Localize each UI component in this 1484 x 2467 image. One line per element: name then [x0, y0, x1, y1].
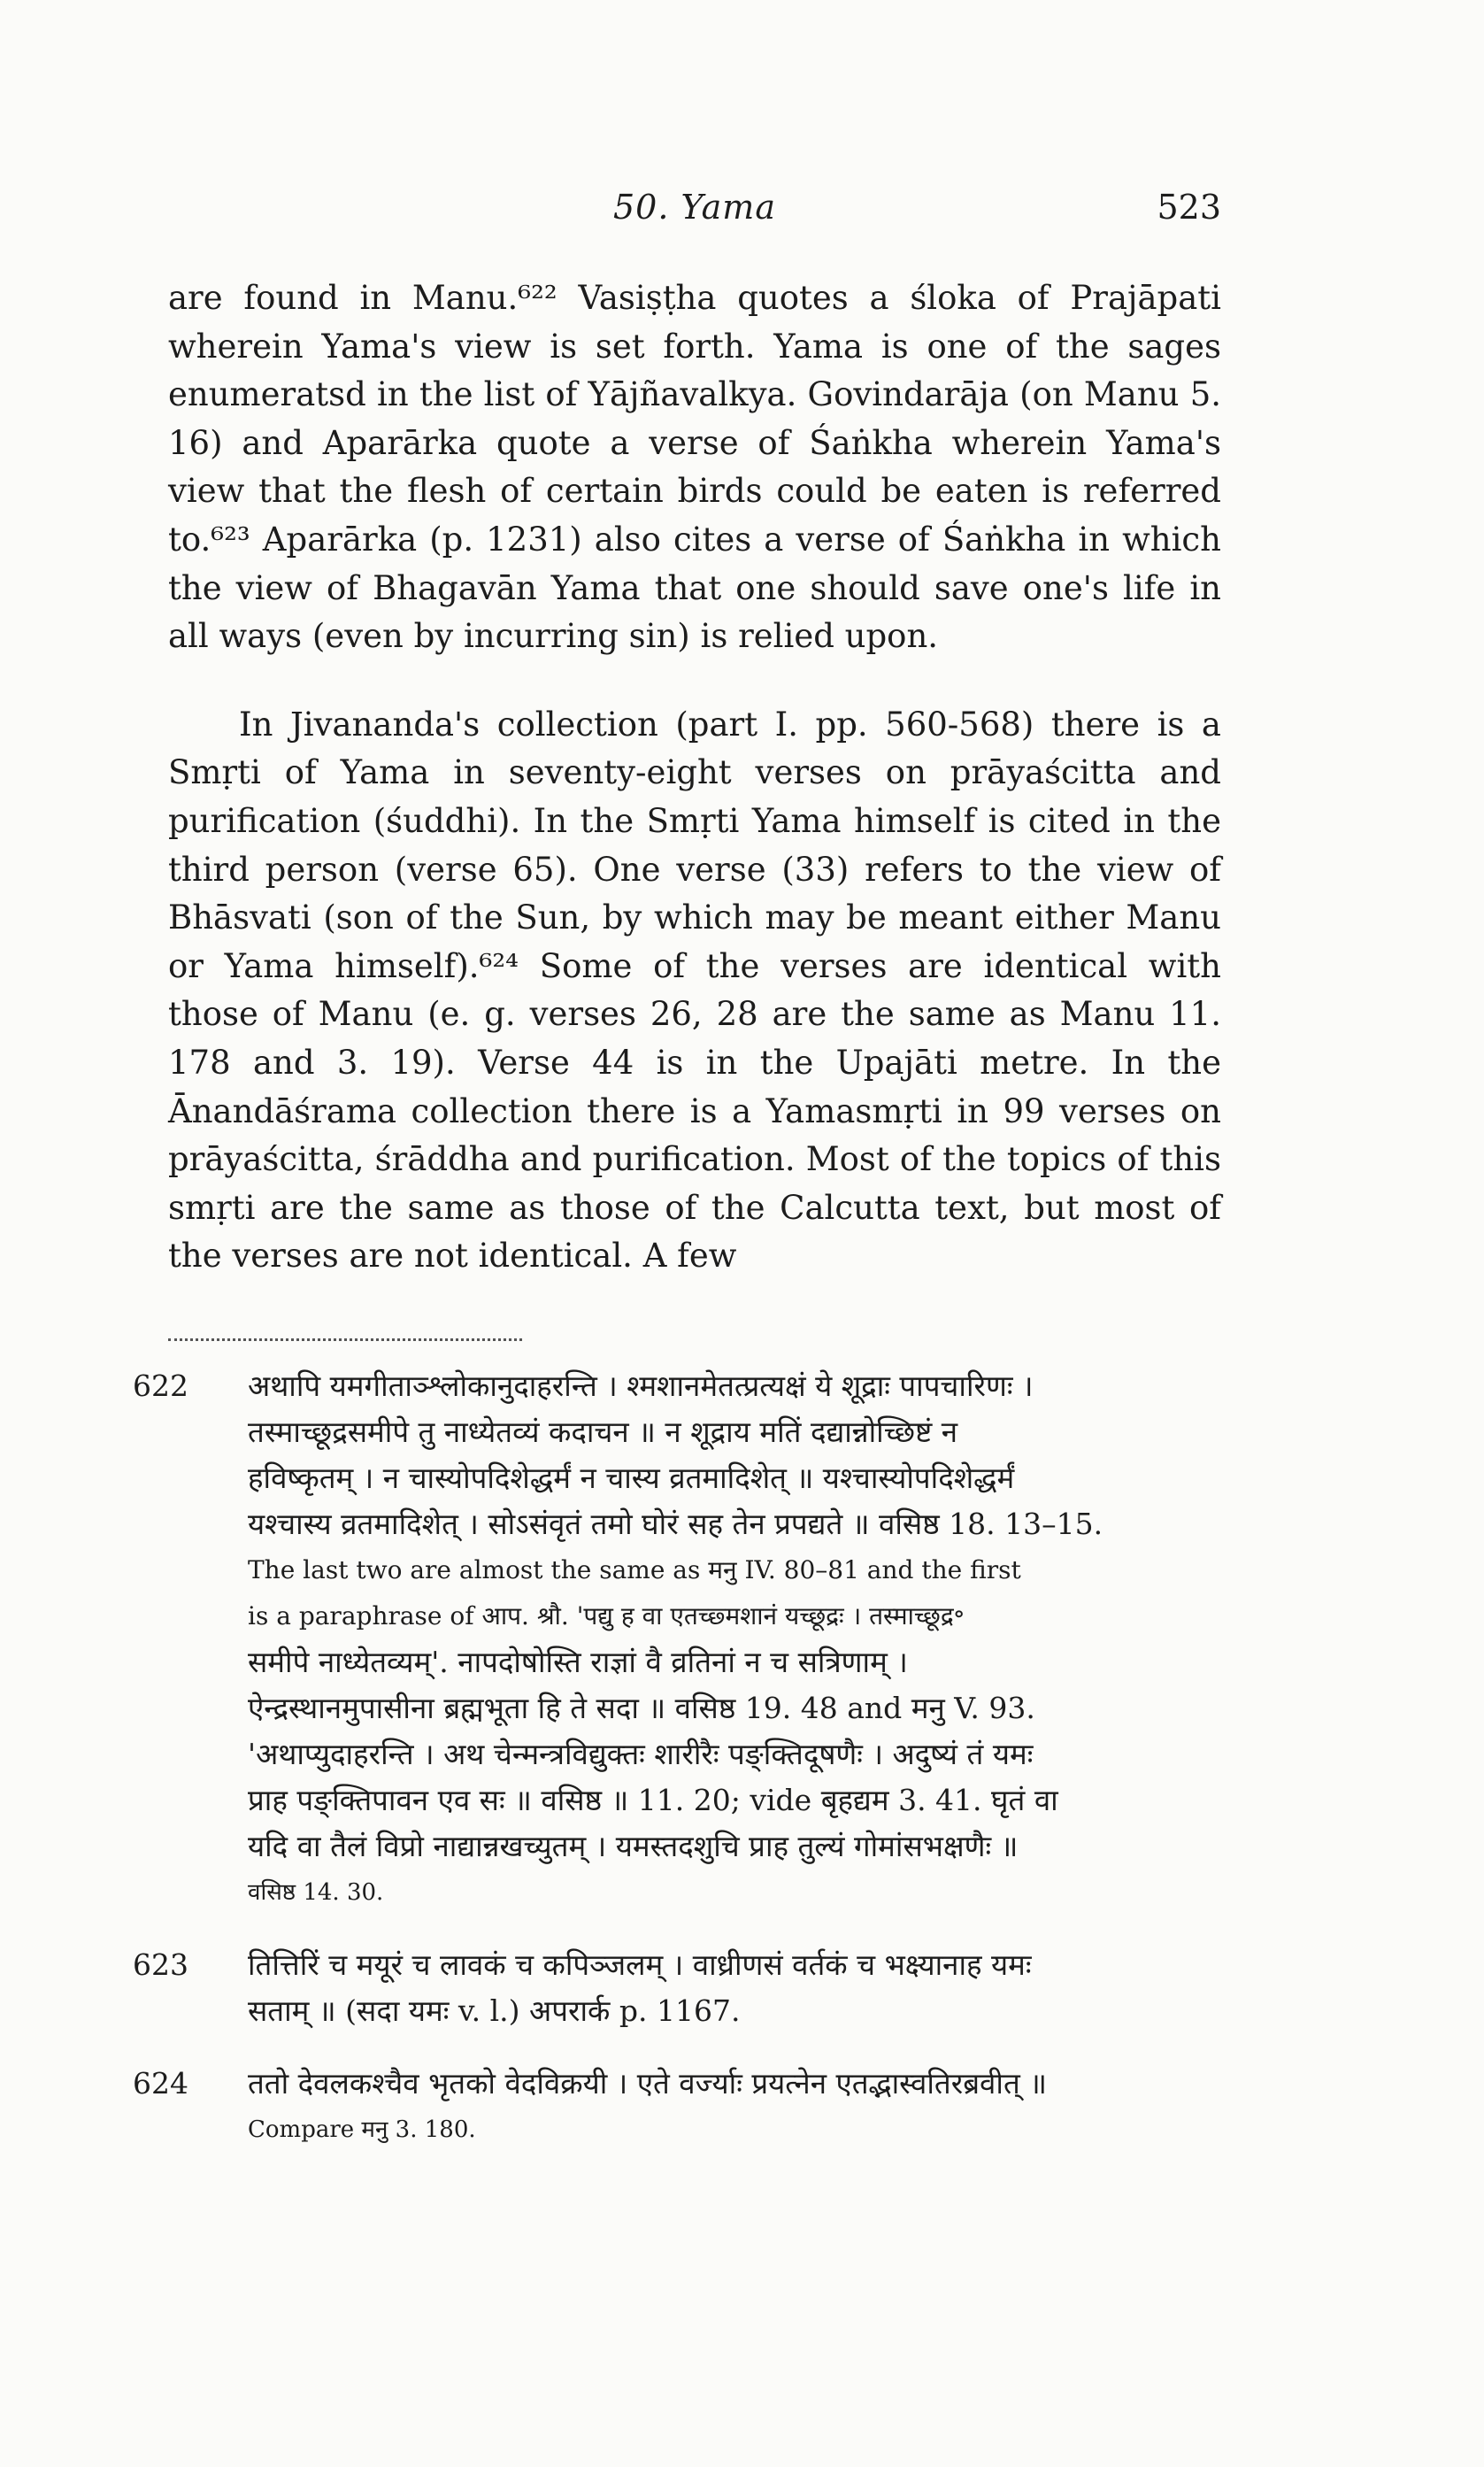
page-number: 523: [1157, 188, 1221, 227]
footnote-number: 623: [133, 1947, 188, 1982]
footnote-622: [133, 1363, 1239, 1916]
footnote-624: [133, 2061, 1239, 2153]
footnote-line: Compare मनु 3. 180.: [248, 2116, 476, 2143]
footnote-number: 622: [133, 1368, 188, 1403]
footnote-line: प्राह पङ्क्तिपावन एव सः ॥ वसिष्ठ ॥ 11. 20; vide बृहद्यम 3. 41. घृतं वा: [248, 1783, 1058, 1817]
footnote-body: [248, 1942, 1239, 2034]
page-header: [168, 188, 1221, 241]
footnote-623: [133, 1942, 1239, 2034]
footnote-number: 624: [133, 2066, 188, 2101]
footnote-line: ततो देवलकश्चैव भृतको वेदविक्रयी । एते वर्ज्याः प्रयत्नेन एतद्भास्वतिरब्रवीत् ॥: [248, 2066, 1048, 2101]
footnote-line: ऐन्द्रस्थानमुपासीना ब्रह्मभूता हि ते सदा ॥ वसिष्ठ 19. 48 and मनु V. 93.: [248, 1691, 1035, 1725]
body-text: [168, 274, 1221, 1281]
footnote-line: यदि वा तैलं विप्रो नाद्यान्नखच्युतम् । यमस्तदशुचि प्राह तुल्यं गोमांसभक्षणैः ॥: [248, 1829, 1019, 1863]
footnote-body: [248, 1363, 1239, 1916]
footnotes: [133, 1363, 1239, 2179]
footnote-line: The last two are almost the same as मनु IV. 80–81 and the first: [248, 1555, 1021, 1584]
footnote-line: तस्माच्छूद्रसमीपे तु नाध्येतव्यं कदाचन ॥ न शूद्राय मतिं दद्यान्नोच्छिष्टं न: [248, 1415, 958, 1449]
footnote-rule: [168, 1338, 522, 1341]
footnote-line: सताम् ॥ (सदा यमः v. l.) अपरार्क p. 1167.: [248, 1993, 741, 2028]
footnote-body: [248, 2061, 1239, 2153]
paragraph-1: are found in Manu.⁶²² Vasiṣṭha quotes a śloka of Prajāpati wherein Yama's view is set forth. Yama is one of the sages enumeratsd in the list of Yājñavalkya. Govindarāja (on Manu 5. 16) and Aparārka quote a verse of Śaṅkha wherein Yama's view that the flesh of certain birds could be eaten is referred to.⁶²³ Aparārka (p. 1231) also cites a verse of Śaṅkha in which the view of Bhagavān Yama that one should save one's life in all ways (even by incurring sin) is relied upon.: [168, 279, 1221, 656]
footnote-line: हविष्कृतम् । न चास्योपदिशेद्धर्मं न चास्य व्रतमादिशेत् ॥ यश्चास्योपदिशेद्धर्मं: [248, 1461, 1015, 1495]
footnote-line: समीपे नाध्येतव्यम्'. नापदोषोस्ति राज्ञां वै व्रतिनां न च सत्रिणाम् ।: [248, 1645, 908, 1679]
footnote-line: तित्तिरिं च मयूरं च लावकं च कपिञ्जलम् । वाध्रीणसं वर्तकं च भक्ष्यानाह यमः: [248, 1947, 1032, 1982]
footnote-line: is a paraphrase of आप. श्रौ. 'पद्यु ह वा एतच्छ्मशानं यच्छूद्रः । तस्माच्छूद्र॰: [248, 1601, 965, 1631]
running-head: 50. Yama: [613, 188, 776, 227]
footnote-line: अथापि यमगीताञ्श्लोकानुदाहरन्ति । श्मशानमेतत्प्रत्यक्षं ये शूद्राः पापचारिणः ।: [248, 1368, 1034, 1403]
paragraph-2: In Jivananda's collection (part I. pp. 560-568) there is a Smṛti of Yama in seventy-eight verses on prāyaścitta and purification (śuddhi). In the Smṛti Yama himself is cited in the third person (verse 65). One verse (33) refers to the view of Bhāsvati (son of the Sun, by which may be meant either Manu or Yama himself).⁶²⁴ Some of the verses are identical with those of Manu (e. g. verses 26, 28 are the same as Manu 11. 178 and 3. 19). Verse 44 is in the Upajāti metre. In the Ānandāśrama collection there is a Yamasmṛti in 99 verses on prāyaścitta, śrāddha and purification. Most of the topics of this smṛti are the same as those of the Calcutta text, but most of the verses are not identical. A few: [168, 705, 1221, 1276]
footnote-line: यश्चास्य व्रतमादिशेत् । सोऽसंवृतं तमो घोरं सह तेन प्रपद्यते ॥ वसिष्ठ 18. 13–15.: [248, 1507, 1103, 1541]
footnote-line: वसिष्ठ 14. 30.: [248, 1879, 384, 1906]
footnote-line: 'अथाप्युदाहरन्ति । अथ चेन्मन्त्रविद्युक्तः शारीरैः पङ्क्तिदूषणैः । अदुष्यं तं यमः: [248, 1737, 1034, 1771]
